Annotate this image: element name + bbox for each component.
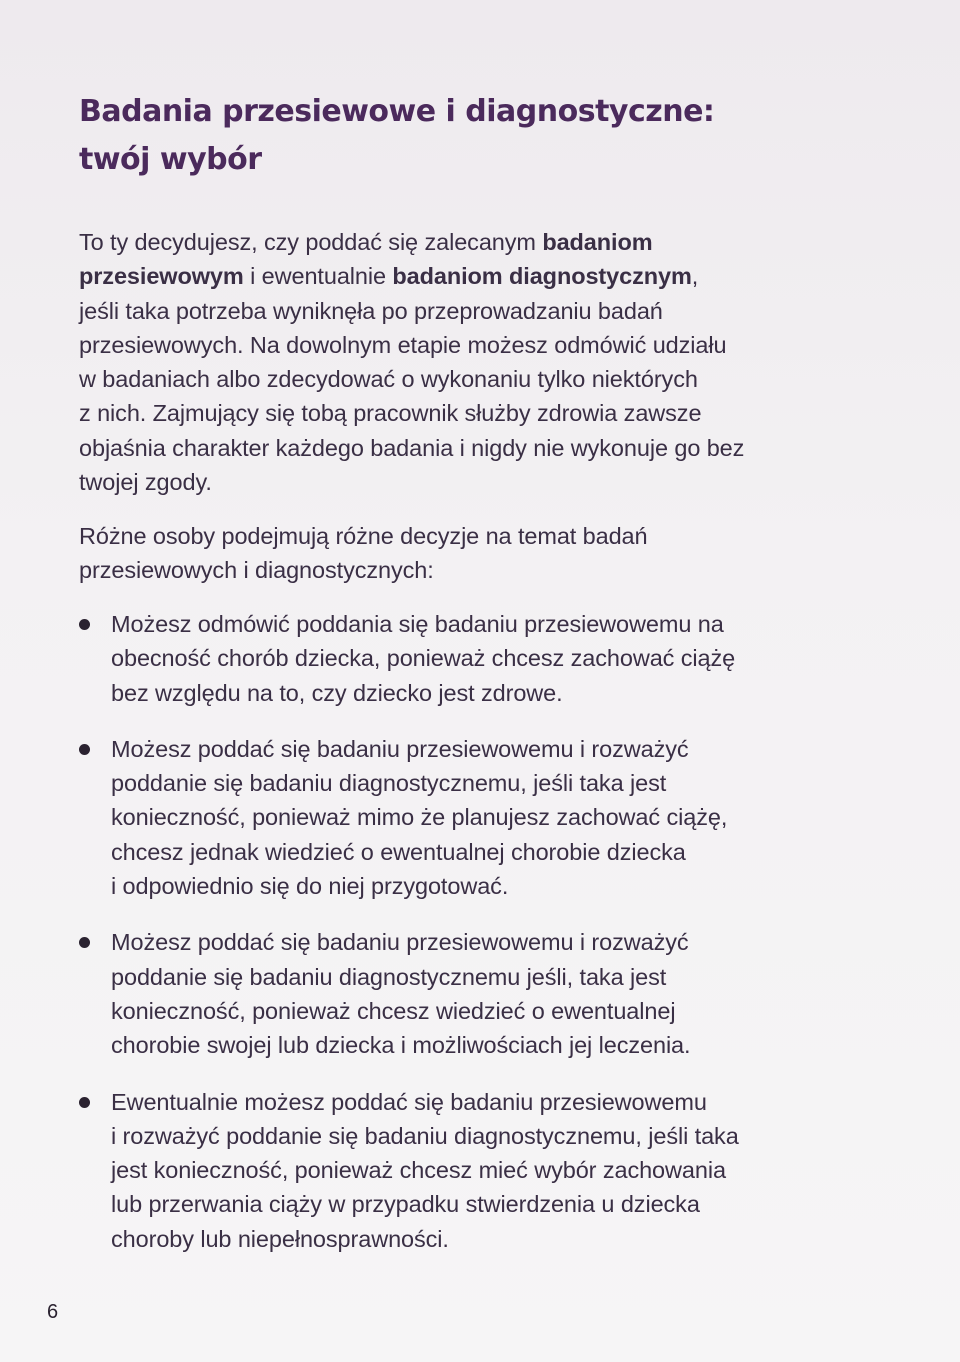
bullet-dot-icon xyxy=(79,619,90,630)
list-item-line: choroby lub niepełnosprawności. xyxy=(111,1225,449,1252)
decisions-line-1: Różne osoby podejmują różne decyzje na temat badań xyxy=(79,523,648,549)
bullet-dot-icon xyxy=(79,937,90,948)
list-item-line: jest konieczność, ponieważ chcesz mieć wybór zachowania xyxy=(111,1157,726,1184)
intro-bold-term: badaniom diagnostycznym xyxy=(392,263,692,290)
page-title-line-2: twój wybór xyxy=(79,142,262,177)
page-number: 6 xyxy=(47,1301,59,1323)
intro-line-8: twojej zgody. xyxy=(79,469,212,496)
list-item-line: Możesz poddać się badaniu przesiewowemu i rozważyć xyxy=(111,735,689,762)
list-item-line: i odpowiednio się do niej przygotować. xyxy=(111,873,509,900)
bullet-dot-icon xyxy=(79,744,90,755)
page-title-line-1: Badania przesiewowe i diagnostyczne: xyxy=(79,94,715,129)
intro-line-4: przesiewowych. Na dowolnym etapie możesz odmówić udziału xyxy=(79,331,727,358)
list-item-line: i rozważyć poddanie się badaniu diagnostycznemu, jeśli taka xyxy=(111,1122,739,1149)
intro-text: i ewentualnie xyxy=(243,263,393,290)
list-item-line: konieczność, ponieważ chcesz wiedzieć o ewentualnej xyxy=(111,997,676,1024)
list-item-line: chorobie swojej lub dziecka i możliwościach jej leczenia. xyxy=(111,1032,691,1059)
list-item-line: Ewentualnie możesz poddać się badaniu przesiewowemu xyxy=(111,1088,707,1115)
intro-text: To ty decydujesz, czy poddać się zalecanym xyxy=(79,229,543,255)
list-item xyxy=(79,732,899,903)
intro-line-1 xyxy=(79,225,879,259)
page-title xyxy=(79,88,899,184)
intro-text: , xyxy=(691,263,699,290)
list-item-line: lub przerwania ciąży w przypadku stwierdzenia u dziecka xyxy=(111,1191,700,1218)
list-item-line: poddanie się badaniu diagnostycznemu jeśli, taka jest xyxy=(111,963,667,990)
intro-line-2 xyxy=(79,259,879,293)
intro-bold-term: badaniom xyxy=(542,229,653,255)
list-item xyxy=(79,607,899,710)
bullet-dot-icon xyxy=(79,1097,90,1108)
list-item-line: Możesz odmówić poddania się badaniu przesiewowemu na xyxy=(111,611,724,637)
list-item-line: obecność chorób dziecka, ponieważ chcesz zachować ciążę xyxy=(111,645,736,672)
list-item-line: konieczność, ponieważ mimo że planujesz zachować ciążę, xyxy=(111,804,728,831)
list-item-line: bez względu na to, czy dziecko jest zdrowe. xyxy=(111,679,563,706)
intro-line-6: z nich. Zajmujący się tobą pracownik służby zdrowia zawsze xyxy=(79,400,702,427)
decisions-line-2: przesiewowych i diagnostycznych: xyxy=(79,557,434,584)
list-item-line: poddanie się badaniu diagnostycznemu, jeśli taka jest xyxy=(111,770,667,797)
intro-paragraph xyxy=(79,225,879,499)
list-item-line: Możesz poddać się badaniu przesiewowemu i rozważyć xyxy=(111,929,689,956)
intro-line-5: w badaniach albo zdecydować o wykonaniu tylko niektórych xyxy=(79,366,698,393)
intro-line-7: objaśnia charakter każdego badania i nigdy nie wykonuje go bez xyxy=(79,434,745,461)
intro-line-3: jeśli taka potrzeba wyniknęła po przeprowadzaniu badań xyxy=(79,297,663,324)
options-list xyxy=(79,607,899,1256)
list-item xyxy=(79,1085,899,1256)
list-item xyxy=(79,925,899,1062)
intro-bold-term: przesiewowym xyxy=(79,263,244,290)
decisions-paragraph xyxy=(79,519,879,588)
list-item-line: chcesz jednak wiedzieć o ewentualnej chorobie dziecka xyxy=(111,838,686,865)
